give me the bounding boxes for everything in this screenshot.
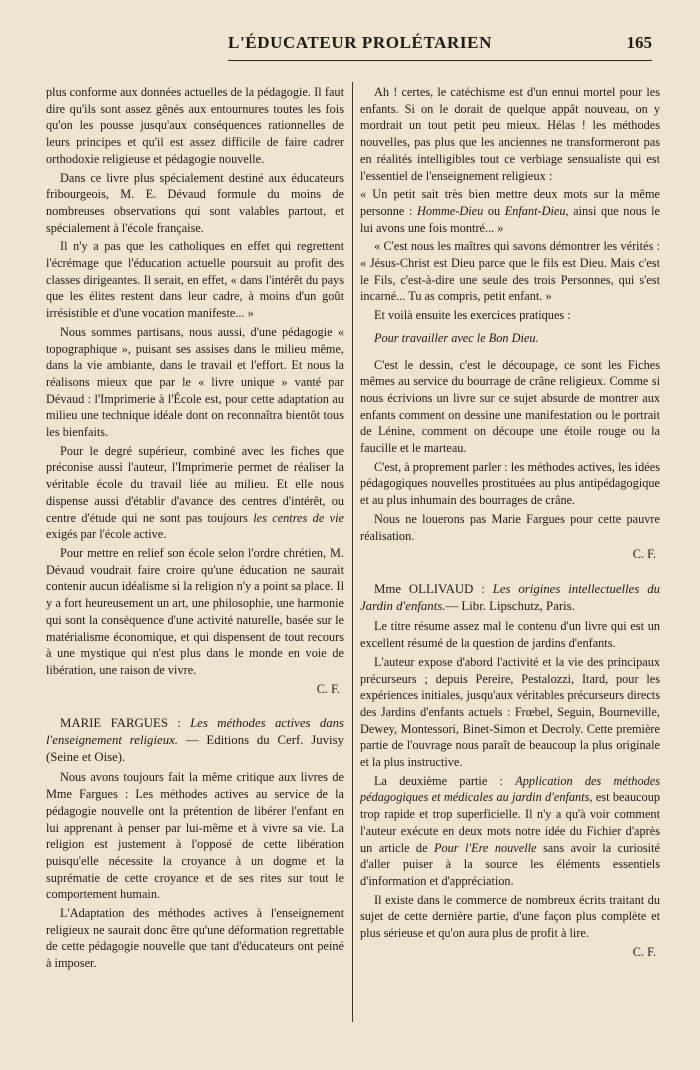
paragraph: Ah ! certes, le catéchisme est d'un ennui mortel pour les enfants. Si on le dorait de quelque appât nouveau, on y mordrait un tout petit peu mieux. Hélas ! les méthodes nouvelles, pas plus que les anciennes ne transformeront pas en réalités intelligibles tout ce verbiage sensualiste qui est l'essentiel de l'enseignement religieux : — [360, 85, 660, 183]
paragraph: Il n'y a pas que les catholiques en effet qui regrettent l'écrémage que l'éducation actuelle poursuit au profit des classes dirigeantes. Il serait, en effet, « dans l'intérêt du pays que les élites restent dans leur cadre, à moins d'un goût irrésistible et d'une vocation manifeste... » — [46, 239, 344, 321]
paragraph: Pour le degré supérieur, combiné avec les fiches que préconise aussi l'auteur, l'Imprimerie permet de réaliser la véritable école du travail liée au milieu. Et elle nous dispense aussi d'établir d'avance des centres d'intérêt, ou centre d'étude qui ne sont pas toujours les centres de vie exigés par l'école active. — [46, 443, 344, 542]
paragraph: Le titre résume assez mal le contenu d'un livre qui est un excellent résumé de la question de jardins d'enfants. — [360, 619, 660, 651]
book-reference: Mme OLLIVAUD : Les origines intellectuelles du Jardin d'enfants.— Libr. Lipschutz, Paris. — [360, 581, 660, 613]
paragraph: La deuxième partie : Application des méthodes pédagogiques et médicales au jardin d'enfants, est beaucoup trop rapide et trop superficielle. Il n'y a qu'à voir comment l'auteur exécute en deux mots notre idée du Fichier d'après un article de Pour l'Ere nouvelle sans avoir la curiosité d'aller puiser à la source les éléments essentiels d'information et d'appréciation. — [360, 773, 660, 888]
quotation: « C'est nous les maîtres qui savons démontrer les vérités : « Jésus-Christ est Dieu parce que le fils est Dieu. Mais c'est le Fils, c'est-à-dire une seule des trois Personnes, qui s'est incarné... Tu as compris, petit enfant. » — [360, 239, 660, 304]
paragraph: Nous avons toujours fait la même critique aux livres de Mme Fargues : Les méthodes actives au service de la pédagogie nouvelle ont la prétention de libérer l'enfant en lui apprenant à penser par lui-même et à vivre sa vie. La religion est justement à l'opposé de cette libération puisqu'elle nécessite la croyance à un dogme et la suprématie de cette croyance et de ses rites sur tout le comportement humain. — [46, 770, 344, 902]
page-number: 165 — [626, 33, 652, 52]
paragraph: Et voilà ensuite les exercices pratiques : — [374, 308, 571, 323]
running-header — [228, 30, 652, 61]
paragraph: C'est, à proprement parler : les méthodes actives, les idées pédagogiques nouvelles prostituées au plus antipédagogique et au plus inhumain des bourrages de crâne. — [360, 459, 660, 508]
paragraph: Nous ne louerons pas Marie Fargues pour cette pauvre réalisation. — [360, 511, 660, 543]
paragraph: Il existe dans le commerce de nombreux écrits traitant du sujet de cette dernière partie, d'une façon plus complète et plus sérieuse et qu'on aura plus de profit à lire. — [360, 892, 660, 941]
paragraph: plus conforme aux données actuelles de la pédagogie. Il faut dire qu'ils sont assez gênés aux entournures toutes les fois qu'on les pousse jusqu'aux conséquences rationnelles de leurs principes et qu'il est assez difficile de faire cadrer orthodoxie religieuse et pédagogie nouvelle. — [46, 85, 344, 166]
paragraph: Pour mettre en relief son école selon l'ordre chrétien, M. Dévaud voudrait faire croire qu'une éducation ne saurait contenir aucun idéalisme si la religion n'y a point sa place. Il y a fort heureusement un art, une philosophie, une harmonie qui sont la conséquence d'une activité naturelle, basée sur le matérialisme économique, et qui dispensent de tout recours à une mystique qui n'est plus dans le monde en voie de libération, une raison de vivre. — [46, 545, 344, 677]
column-divider — [352, 82, 353, 1022]
paragraph: C'est le dessin, c'est le découpage, ce sont les Fiches mêmes au service du bourrage de crâne religieux. Comme si nous écrivions un livre sur ce sujet absurde de montrer aux enfants comment on dessine une manifestation ou le portrait de Lénine, comment on découpe une étoile rouge ou la faucille et le marteau. — [360, 357, 660, 456]
book-reference: MARIE FARGUES : Les méthodes actives dans l'enseignement religieux. — Editions du Cerf. Juvisy (Seine et Oise). — [46, 716, 344, 764]
paragraph: L'auteur expose d'abord l'activité et la vie des principaux précurseurs ; depuis Pereire, Pestalozzi, Itard, pour les expériences initiales, jusqu'aux véritables précurseurs directs des Jardins d'enfants actuels : Frœbel, Seguin, Bourneville, Dewey, Montessori, Binet-Simon et Decroly. Cette première partie de l'ouvrage nous paraît de beaucoup la plus originale et la plus instructive. — [360, 654, 660, 770]
exercise-heading: Pour travailler avec le Bon Dieu. — [374, 330, 539, 345]
journal-title: L'ÉDUCATEUR PROLÉTARIEN — [228, 33, 492, 52]
signature: C. F. — [632, 944, 656, 959]
paragraph: Nous sommes partisans, nous aussi, d'une pédagogie « topographique », puisant ses assises dans le milieu même, dans la vie ambiante, dans le travail et l'effort. Et nous la réalisons mieux que par le « livre unique » vanté par Dévaud : l'Imprimerie à l'École est, pour cette adaptation au milieu une technique idéale dont on reconnaîtra bientôt tous les bienfaits. — [46, 324, 344, 440]
left-column — [46, 84, 344, 974]
paragraph: L'Adaptation des méthodes actives à l'enseignement religieux ne saurait donc être qu'une déformation regrettable de cette pédagogie nouvelle que tant d'éducateurs ont peiné à imposer. — [46, 906, 344, 971]
quotation: « Un petit sait très bien mettre deux mots sur la même personne : Homme-Dieu ou Enfant-Dieu, ainsi que nous le lui avons une fois montré... » — [360, 187, 660, 235]
signature: C. F. — [632, 547, 656, 562]
signature: C. F. — [316, 681, 340, 696]
paragraph: Dans ce livre plus spécialement destiné aux éducateurs fribourgeois, M. E. Dévaud formule du moins de nombreuses observations qui sont valables partout, et spécialement à l'école française. — [46, 170, 344, 235]
right-column — [360, 84, 660, 968]
